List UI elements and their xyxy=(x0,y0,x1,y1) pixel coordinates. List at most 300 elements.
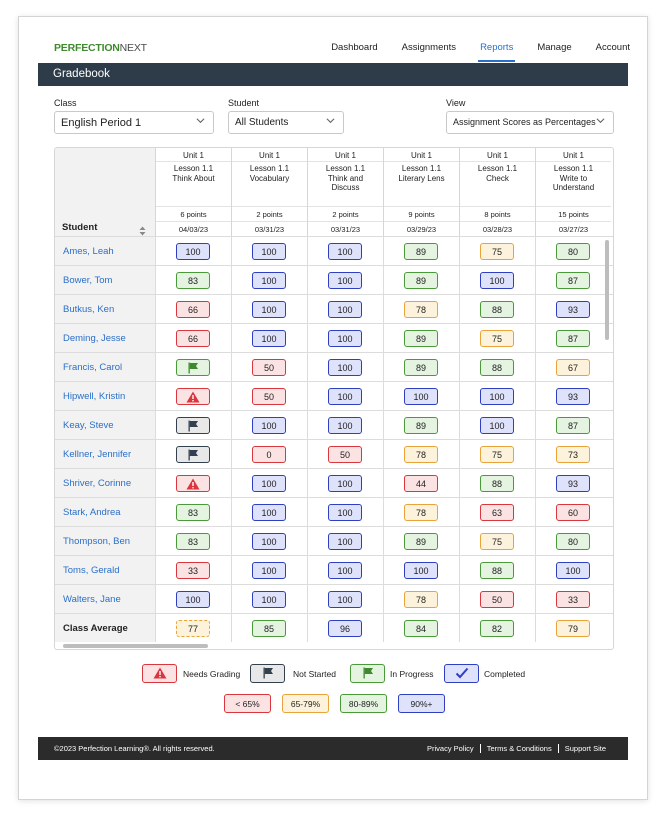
score-badge[interactable] xyxy=(556,388,590,405)
score-value: 50 xyxy=(339,449,350,460)
score-badge[interactable] xyxy=(480,417,514,434)
grade-cell xyxy=(231,353,307,381)
grade-cell xyxy=(155,585,231,613)
score-value: 77 xyxy=(187,623,198,634)
nav-dashboard[interactable]: Dashboard xyxy=(331,42,378,53)
score-value: 80 xyxy=(567,536,578,547)
score-value: 100 xyxy=(489,391,505,402)
top-nav xyxy=(54,16,630,64)
points-label: 8 points xyxy=(460,206,535,220)
nav-account[interactable]: Account xyxy=(595,42,630,53)
grade-cell xyxy=(383,556,459,584)
grade-cell xyxy=(535,382,611,410)
grade-cell xyxy=(231,382,307,410)
score-badge[interactable] xyxy=(328,620,362,637)
score-value: 87 xyxy=(567,275,578,286)
score-badge[interactable] xyxy=(404,359,438,376)
score-badge[interactable] xyxy=(252,446,286,463)
score-value: 93 xyxy=(567,304,578,315)
grade-cell xyxy=(231,324,307,352)
due-date: 03/28/23 xyxy=(460,221,535,236)
score-value: 100 xyxy=(413,391,429,402)
score-value: 66 xyxy=(187,304,198,315)
assignment-column-header[interactable] xyxy=(155,148,231,236)
score-badge[interactable] xyxy=(556,504,590,521)
student-header-label: Student xyxy=(62,222,98,233)
grade-cell xyxy=(231,527,307,555)
score-value: 78 xyxy=(415,304,426,315)
status-badge[interactable] xyxy=(176,388,210,405)
grade-cell xyxy=(155,295,231,323)
due-date: 03/27/23 xyxy=(536,221,611,236)
points-label: 9 points xyxy=(384,206,459,220)
score-badge[interactable] xyxy=(404,330,438,347)
grade-cell xyxy=(383,498,459,526)
score-badge[interactable] xyxy=(404,446,438,463)
score-badge[interactable] xyxy=(252,533,286,550)
score-badge[interactable] xyxy=(176,301,210,318)
assignment-column-header[interactable] xyxy=(307,148,383,236)
grade-cell xyxy=(383,411,459,439)
grade-cell xyxy=(307,411,383,439)
grade-cell xyxy=(231,266,307,294)
divider xyxy=(156,161,231,162)
score-value: 87 xyxy=(567,420,578,431)
score-value: 50 xyxy=(263,362,274,373)
score-value: 78 xyxy=(415,449,426,460)
legend-badge xyxy=(350,664,385,683)
grade-cell xyxy=(307,353,383,381)
score-badge[interactable] xyxy=(480,533,514,550)
grade-cell xyxy=(231,411,307,439)
filters-bar xyxy=(54,98,629,138)
score-badge[interactable] xyxy=(480,620,514,637)
score-badge[interactable] xyxy=(404,620,438,637)
grade-cell xyxy=(459,237,535,265)
copyright-text: ©2023 Perfection Learning®. All rights reserved. xyxy=(54,744,215,753)
score-badge[interactable] xyxy=(176,330,210,347)
view-select-value: Assignment Scores as Percentages xyxy=(453,117,596,127)
score-badge[interactable] xyxy=(556,591,590,608)
score-badge[interactable] xyxy=(480,301,514,318)
score-badge[interactable] xyxy=(328,591,362,608)
grade-cell xyxy=(307,382,383,410)
grade-cell xyxy=(459,382,535,410)
score-badge[interactable] xyxy=(328,388,362,405)
table-row xyxy=(55,294,614,323)
class-filter-label: Class xyxy=(54,98,77,108)
student-name-link[interactable]: Keay, Steve xyxy=(55,411,155,439)
score-value: 75 xyxy=(491,449,502,460)
class-select-value: English Period 1 xyxy=(61,117,142,129)
grade-cell xyxy=(307,295,383,323)
points-label: 15 points xyxy=(536,206,611,220)
score-badge[interactable] xyxy=(176,272,210,289)
table-row xyxy=(55,555,614,584)
score-badge[interactable] xyxy=(480,446,514,463)
table-row xyxy=(55,410,614,439)
terms-link[interactable]: Terms & Conditions xyxy=(480,744,558,753)
score-value: 79 xyxy=(567,623,578,634)
score-badge[interactable] xyxy=(556,301,590,318)
grade-cell xyxy=(459,556,535,584)
score-value: 50 xyxy=(491,594,502,605)
grade-cell xyxy=(459,469,535,497)
table-row xyxy=(55,439,614,468)
student-name-link[interactable]: Thompson, Ben xyxy=(55,527,155,555)
student-name-link[interactable]: Bower, Tom xyxy=(55,266,155,294)
grade-cell xyxy=(383,469,459,497)
score-value: 100 xyxy=(261,304,277,315)
table-row xyxy=(55,265,614,294)
score-badge[interactable] xyxy=(556,475,590,492)
score-badge[interactable] xyxy=(328,330,362,347)
score-value: 100 xyxy=(337,246,353,257)
support-site-link[interactable]: Support Site xyxy=(558,744,612,753)
grade-cell xyxy=(459,527,535,555)
student-name-link[interactable]: Stark, Andrea xyxy=(55,498,155,526)
score-badge[interactable] xyxy=(480,388,514,405)
score-badge[interactable] xyxy=(480,359,514,376)
student-name-link[interactable]: Francis, Carol xyxy=(55,353,155,381)
unit-label: Unit 1 xyxy=(259,151,280,160)
score-badge[interactable] xyxy=(328,446,362,463)
grade-cell xyxy=(155,411,231,439)
score-badge[interactable] xyxy=(328,272,362,289)
grade-cell xyxy=(383,324,459,352)
score-value: 83 xyxy=(187,507,198,518)
nav-assignments[interactable]: Assignments xyxy=(401,42,457,53)
table-row xyxy=(55,323,614,352)
score-value: 89 xyxy=(415,333,426,344)
grade-cell xyxy=(383,295,459,323)
score-value: 100 xyxy=(413,565,429,576)
grade-cell xyxy=(535,353,611,381)
score-value: 100 xyxy=(337,391,353,402)
table-row xyxy=(55,584,614,613)
score-badge[interactable] xyxy=(480,272,514,289)
grade-cell xyxy=(307,324,383,352)
grade-cell xyxy=(535,585,611,613)
divider xyxy=(536,161,611,162)
sort-icon[interactable] xyxy=(139,223,146,233)
score-badge[interactable] xyxy=(252,388,286,405)
chevron-down-icon xyxy=(196,116,205,125)
points-label: 2 points xyxy=(308,206,383,220)
grade-cell xyxy=(535,527,611,555)
score-badge[interactable] xyxy=(252,330,286,347)
score-badge[interactable] xyxy=(328,504,362,521)
score-badge[interactable] xyxy=(404,504,438,521)
grade-cell xyxy=(307,266,383,294)
score-value: 88 xyxy=(491,362,502,373)
grade-cell xyxy=(459,324,535,352)
score-value: 100 xyxy=(337,275,353,286)
score-value: 73 xyxy=(567,449,578,460)
table-row xyxy=(55,236,614,265)
range-legend-badge: 65-79% xyxy=(282,694,329,713)
view-select[interactable] xyxy=(446,111,614,134)
lesson-title: Lesson 1.1 Literary Lens xyxy=(398,164,445,183)
flag-dark-icon xyxy=(177,449,209,461)
status-badge[interactable] xyxy=(176,475,210,492)
range-legend-badge: 90%+ xyxy=(398,694,445,713)
score-value: 100 xyxy=(185,594,201,605)
score-value: 100 xyxy=(489,420,505,431)
due-date: 03/31/23 xyxy=(308,221,383,236)
status-badge[interactable] xyxy=(176,446,210,463)
score-badge[interactable] xyxy=(328,417,362,434)
due-date: 03/29/23 xyxy=(384,221,459,236)
grade-cell xyxy=(535,411,611,439)
grade-cell xyxy=(459,498,535,526)
score-badge[interactable] xyxy=(480,330,514,347)
score-badge[interactable] xyxy=(556,359,590,376)
brand-logo-part1: PERFECTION xyxy=(54,42,120,54)
score-value: 75 xyxy=(491,333,502,344)
score-badge[interactable] xyxy=(328,475,362,492)
score-value: 100 xyxy=(337,478,353,489)
score-value: 100 xyxy=(185,246,201,257)
score-value: 100 xyxy=(489,275,505,286)
grade-cell xyxy=(155,324,231,352)
brand-logo[interactable] xyxy=(54,42,147,54)
score-badge[interactable] xyxy=(480,243,514,260)
score-badge[interactable] xyxy=(252,591,286,608)
table-row xyxy=(55,497,614,526)
grade-cell xyxy=(231,585,307,613)
score-value: 96 xyxy=(339,623,350,634)
unit-label: Unit 1 xyxy=(563,151,584,160)
grade-cell xyxy=(231,295,307,323)
score-badge[interactable] xyxy=(480,475,514,492)
score-badge[interactable] xyxy=(328,301,362,318)
status-badge[interactable] xyxy=(176,359,210,376)
horizontal-scrollbar[interactable] xyxy=(63,644,208,648)
score-badge[interactable] xyxy=(252,475,286,492)
grade-cell xyxy=(535,324,611,352)
student-name-link[interactable]: Ames, Leah xyxy=(55,237,155,265)
score-value: 89 xyxy=(415,362,426,373)
score-badge[interactable] xyxy=(252,562,286,579)
score-badge[interactable] xyxy=(556,446,590,463)
score-badge[interactable] xyxy=(176,620,210,637)
score-value: 100 xyxy=(337,507,353,518)
score-badge[interactable] xyxy=(404,533,438,550)
table-row xyxy=(55,381,614,410)
legend-badge xyxy=(444,664,479,683)
score-value: 100 xyxy=(565,565,581,576)
score-value: 100 xyxy=(261,420,277,431)
score-value: 87 xyxy=(567,333,578,344)
grade-cell xyxy=(459,353,535,381)
grade-cell xyxy=(155,498,231,526)
nav-links xyxy=(331,42,630,53)
score-value: 93 xyxy=(567,478,578,489)
chevron-down-icon xyxy=(596,116,605,125)
warning-icon xyxy=(177,478,209,490)
score-badge[interactable] xyxy=(328,243,362,260)
score-badge[interactable] xyxy=(556,417,590,434)
table-row xyxy=(55,352,614,381)
grade-cell xyxy=(155,527,231,555)
grade-cell xyxy=(155,556,231,584)
score-badge[interactable] xyxy=(252,359,286,376)
score-value: 100 xyxy=(261,536,277,547)
assignment-column-header[interactable] xyxy=(383,148,459,236)
grade-cell xyxy=(231,498,307,526)
nav-reports[interactable]: Reports xyxy=(480,42,514,53)
points-label: 6 points xyxy=(156,206,231,220)
score-value: 89 xyxy=(415,420,426,431)
score-badge[interactable] xyxy=(556,243,590,260)
assignment-column-header[interactable] xyxy=(231,148,307,236)
score-badge[interactable] xyxy=(328,533,362,550)
divider xyxy=(232,161,307,162)
score-value: 100 xyxy=(261,478,277,489)
score-badge[interactable] xyxy=(480,504,514,521)
grade-cell xyxy=(459,585,535,613)
vertical-scrollbar[interactable] xyxy=(605,240,609,340)
student-column-header xyxy=(55,148,155,236)
score-value: 88 xyxy=(491,478,502,489)
score-badge[interactable] xyxy=(252,620,286,637)
score-badge[interactable] xyxy=(328,562,362,579)
grade-cell xyxy=(155,440,231,468)
score-badge[interactable] xyxy=(556,330,590,347)
grade-cell xyxy=(535,266,611,294)
grade-cell xyxy=(155,266,231,294)
grade-cell xyxy=(459,411,535,439)
score-value: 33 xyxy=(187,565,198,576)
score-badge[interactable] xyxy=(252,301,286,318)
score-value: 100 xyxy=(337,536,353,547)
student-name-link[interactable]: Butkus, Ken xyxy=(55,295,155,323)
score-badge[interactable] xyxy=(176,504,210,521)
unit-label: Unit 1 xyxy=(183,151,204,160)
warning-icon xyxy=(143,667,176,679)
score-badge[interactable] xyxy=(556,533,590,550)
status-badge[interactable] xyxy=(176,417,210,434)
score-value: 100 xyxy=(261,507,277,518)
score-badge[interactable] xyxy=(404,417,438,434)
score-badge[interactable] xyxy=(252,243,286,260)
score-value: 44 xyxy=(415,478,426,489)
privacy-policy-link[interactable]: Privacy Policy xyxy=(427,744,474,753)
score-badge[interactable] xyxy=(328,359,362,376)
score-badge[interactable] xyxy=(252,504,286,521)
grade-cell xyxy=(535,614,611,642)
unit-label: Unit 1 xyxy=(411,151,432,160)
legend-label: Needs Grading xyxy=(183,669,241,679)
score-badge[interactable] xyxy=(176,243,210,260)
score-value: 66 xyxy=(187,333,198,344)
student-filter-label: Student xyxy=(228,98,260,108)
student-name-link[interactable]: Walters, Jane xyxy=(55,585,155,613)
legend-badge xyxy=(250,664,285,683)
score-badge[interactable] xyxy=(252,417,286,434)
nav-manage[interactable]: Manage xyxy=(537,42,572,53)
score-value: 100 xyxy=(337,362,353,373)
assignment-column-header[interactable] xyxy=(459,148,535,236)
score-badge[interactable] xyxy=(176,562,210,579)
student-name-link[interactable]: Shriver, Corinne xyxy=(55,469,155,497)
assignment-column-header[interactable] xyxy=(535,148,611,236)
grade-cell xyxy=(383,440,459,468)
grade-cell xyxy=(307,469,383,497)
grade-cell xyxy=(307,614,383,642)
score-value: 100 xyxy=(261,246,277,257)
score-value: 100 xyxy=(261,275,277,286)
grade-cell xyxy=(231,556,307,584)
score-value: 50 xyxy=(263,391,274,402)
score-badge[interactable] xyxy=(480,591,514,608)
flag-dark-icon xyxy=(251,667,284,679)
score-badge[interactable] xyxy=(556,562,590,579)
score-badge[interactable] xyxy=(404,591,438,608)
grade-cell xyxy=(155,614,231,642)
class-select[interactable] xyxy=(54,111,214,134)
range-legend-badge: < 65% xyxy=(224,694,271,713)
score-range-legend xyxy=(224,694,454,714)
grade-cell xyxy=(307,237,383,265)
score-badge[interactable] xyxy=(404,301,438,318)
score-badge[interactable] xyxy=(480,562,514,579)
grade-cell xyxy=(155,353,231,381)
student-name-link[interactable]: Deming, Jesse xyxy=(55,324,155,352)
score-value: 78 xyxy=(415,507,426,518)
score-badge[interactable] xyxy=(404,475,438,492)
score-value: 89 xyxy=(415,536,426,547)
lesson-title: Lesson 1.1 Write to Understand xyxy=(552,164,595,192)
grade-cell xyxy=(231,440,307,468)
legend-badge xyxy=(142,664,177,683)
score-badge[interactable] xyxy=(404,243,438,260)
score-value: 89 xyxy=(415,246,426,257)
brand-logo-part2: NEXT xyxy=(119,42,147,54)
score-value: 85 xyxy=(263,623,274,634)
score-badge[interactable] xyxy=(252,272,286,289)
score-badge[interactable] xyxy=(404,272,438,289)
unit-label: Unit 1 xyxy=(487,151,508,160)
grade-cell xyxy=(535,469,611,497)
score-badge[interactable] xyxy=(176,591,210,608)
score-badge[interactable] xyxy=(176,533,210,550)
score-badge[interactable] xyxy=(404,562,438,579)
score-badge[interactable] xyxy=(556,272,590,289)
grade-cell xyxy=(459,295,535,323)
gradebook-table xyxy=(54,147,614,650)
score-badge[interactable] xyxy=(556,620,590,637)
grade-cell xyxy=(155,469,231,497)
score-value: 67 xyxy=(567,362,578,373)
student-select[interactable] xyxy=(228,111,344,134)
student-name-link[interactable]: Toms, Gerald xyxy=(55,556,155,584)
flag-green-icon xyxy=(351,667,384,679)
score-value: 80 xyxy=(567,246,578,257)
divider xyxy=(460,161,535,162)
lesson-title: Lesson 1.1 Vocabulary xyxy=(249,164,290,183)
student-name-link[interactable]: Hipwell, Kristin xyxy=(55,382,155,410)
grade-cell xyxy=(535,556,611,584)
score-badge[interactable] xyxy=(404,388,438,405)
unit-label: Unit 1 xyxy=(335,151,356,160)
score-value: 60 xyxy=(567,507,578,518)
grade-cell xyxy=(307,498,383,526)
class-average-label: Class Average xyxy=(55,614,155,642)
grade-cell xyxy=(383,585,459,613)
student-name-link[interactable]: Kellner, Jennifer xyxy=(55,440,155,468)
